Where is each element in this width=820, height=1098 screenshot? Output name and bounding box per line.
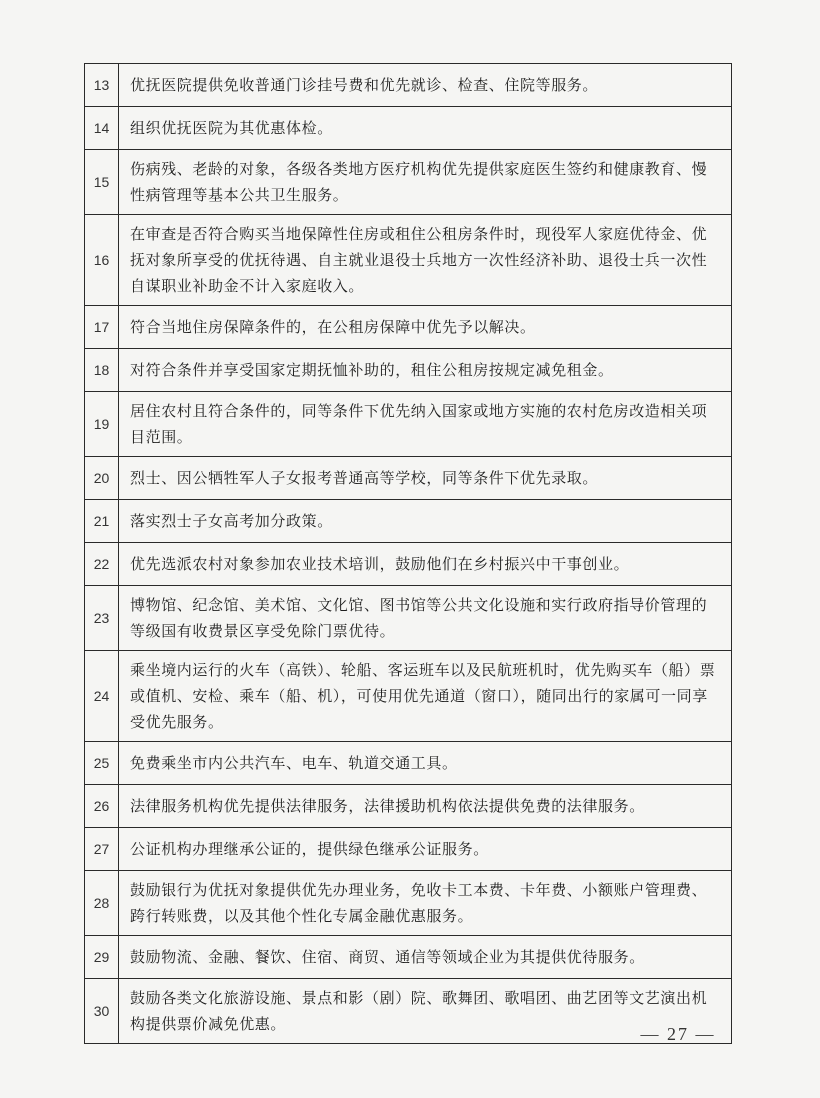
row-text: 在审查是否符合购买当地保障性住房或租住公租房条件时，现役军人家庭优待金、优抚对象所享受的优抚待遇、自主就业退役士兵地方一次性经济补助、退役士兵一次性自谋职业补助金不计入家庭收入。	[119, 215, 732, 306]
row-number: 21	[85, 500, 119, 543]
table-row	[85, 349, 732, 392]
row-number: 20	[85, 457, 119, 500]
table-row	[85, 586, 732, 651]
row-text: 博物馆、纪念馆、美术馆、文化馆、图书馆等公共文化设施和实行政府指导价管理的等级国有收费景区享受免除门票优待。	[119, 586, 732, 651]
table-row	[85, 871, 732, 936]
table-row	[85, 215, 732, 306]
table-row	[85, 306, 732, 349]
row-number: 28	[85, 871, 119, 936]
row-number: 25	[85, 742, 119, 785]
row-number: 22	[85, 543, 119, 586]
row-number: 19	[85, 392, 119, 457]
page-number: — 27 —	[640, 1024, 716, 1044]
row-text: 乘坐境内运行的火车（高铁）、轮船、客运班车以及民航班机时，优先购买车（船）票或值机、安检、乘车（船、机），可使用优先通道（窗口），随同出行的家属可一同享受优先服务。	[119, 651, 732, 742]
row-text: 鼓励物流、金融、餐饮、住宿、商贸、通信等领域企业为其提供优待服务。	[119, 936, 732, 979]
row-text: 鼓励各类文化旅游设施、景点和影（剧）院、歌舞团、歌唱团、曲艺团等文艺演出机构提供票价减免优惠。	[119, 979, 732, 1044]
table-row	[85, 785, 732, 828]
row-number: 29	[85, 936, 119, 979]
table-row	[85, 742, 732, 785]
row-text: 伤病残、老龄的对象，各级各类地方医疗机构优先提供家庭医生签约和健康教育、慢性病管理等基本公共卫生服务。	[119, 150, 732, 215]
table-row	[85, 828, 732, 871]
table-row	[85, 500, 732, 543]
row-number: 17	[85, 306, 119, 349]
table-row	[85, 392, 732, 457]
row-number: 14	[85, 107, 119, 150]
row-number: 16	[85, 215, 119, 306]
row-text: 居住农村且符合条件的，同等条件下优先纳入国家或地方实施的农村危房改造相关项目范围。	[119, 392, 732, 457]
row-number: 30	[85, 979, 119, 1044]
policy-table-body	[85, 64, 732, 1044]
table-row	[85, 457, 732, 500]
row-number: 24	[85, 651, 119, 742]
table-row	[85, 936, 732, 979]
row-number: 18	[85, 349, 119, 392]
table-row	[85, 107, 732, 150]
table-row	[85, 150, 732, 215]
row-text: 鼓励银行为优抚对象提供优先办理业务，免收卡工本费、卡年费、小额账户管理费、跨行转账费，以及其他个性化专属金融优惠服务。	[119, 871, 732, 936]
row-number: 26	[85, 785, 119, 828]
row-text: 公证机构办理继承公证的，提供绿色继承公证服务。	[119, 828, 732, 871]
row-text: 优抚医院提供免收普通门诊挂号费和优先就诊、检查、住院等服务。	[119, 64, 732, 107]
policy-table	[84, 63, 732, 1044]
row-text: 落实烈士子女高考加分政策。	[119, 500, 732, 543]
row-text: 免费乘坐市内公共汽车、电车、轨道交通工具。	[119, 742, 732, 785]
row-text: 烈士、因公牺牲军人子女报考普通高等学校，同等条件下优先录取。	[119, 457, 732, 500]
table-row	[85, 543, 732, 586]
row-number: 15	[85, 150, 119, 215]
table-row	[85, 64, 732, 107]
row-number: 23	[85, 586, 119, 651]
row-text: 法律服务机构优先提供法律服务，法律援助机构依法提供免费的法律服务。	[119, 785, 732, 828]
row-number: 13	[85, 64, 119, 107]
row-text: 优先选派农村对象参加农业技术培训，鼓励他们在乡村振兴中干事创业。	[119, 543, 732, 586]
row-number: 27	[85, 828, 119, 871]
row-text: 组织优抚医院为其优惠体检。	[119, 107, 732, 150]
row-text: 符合当地住房保障条件的，在公租房保障中优先予以解决。	[119, 306, 732, 349]
table-row	[85, 651, 732, 742]
row-text: 对符合条件并享受国家定期抚恤补助的，租住公租房按规定减免租金。	[119, 349, 732, 392]
